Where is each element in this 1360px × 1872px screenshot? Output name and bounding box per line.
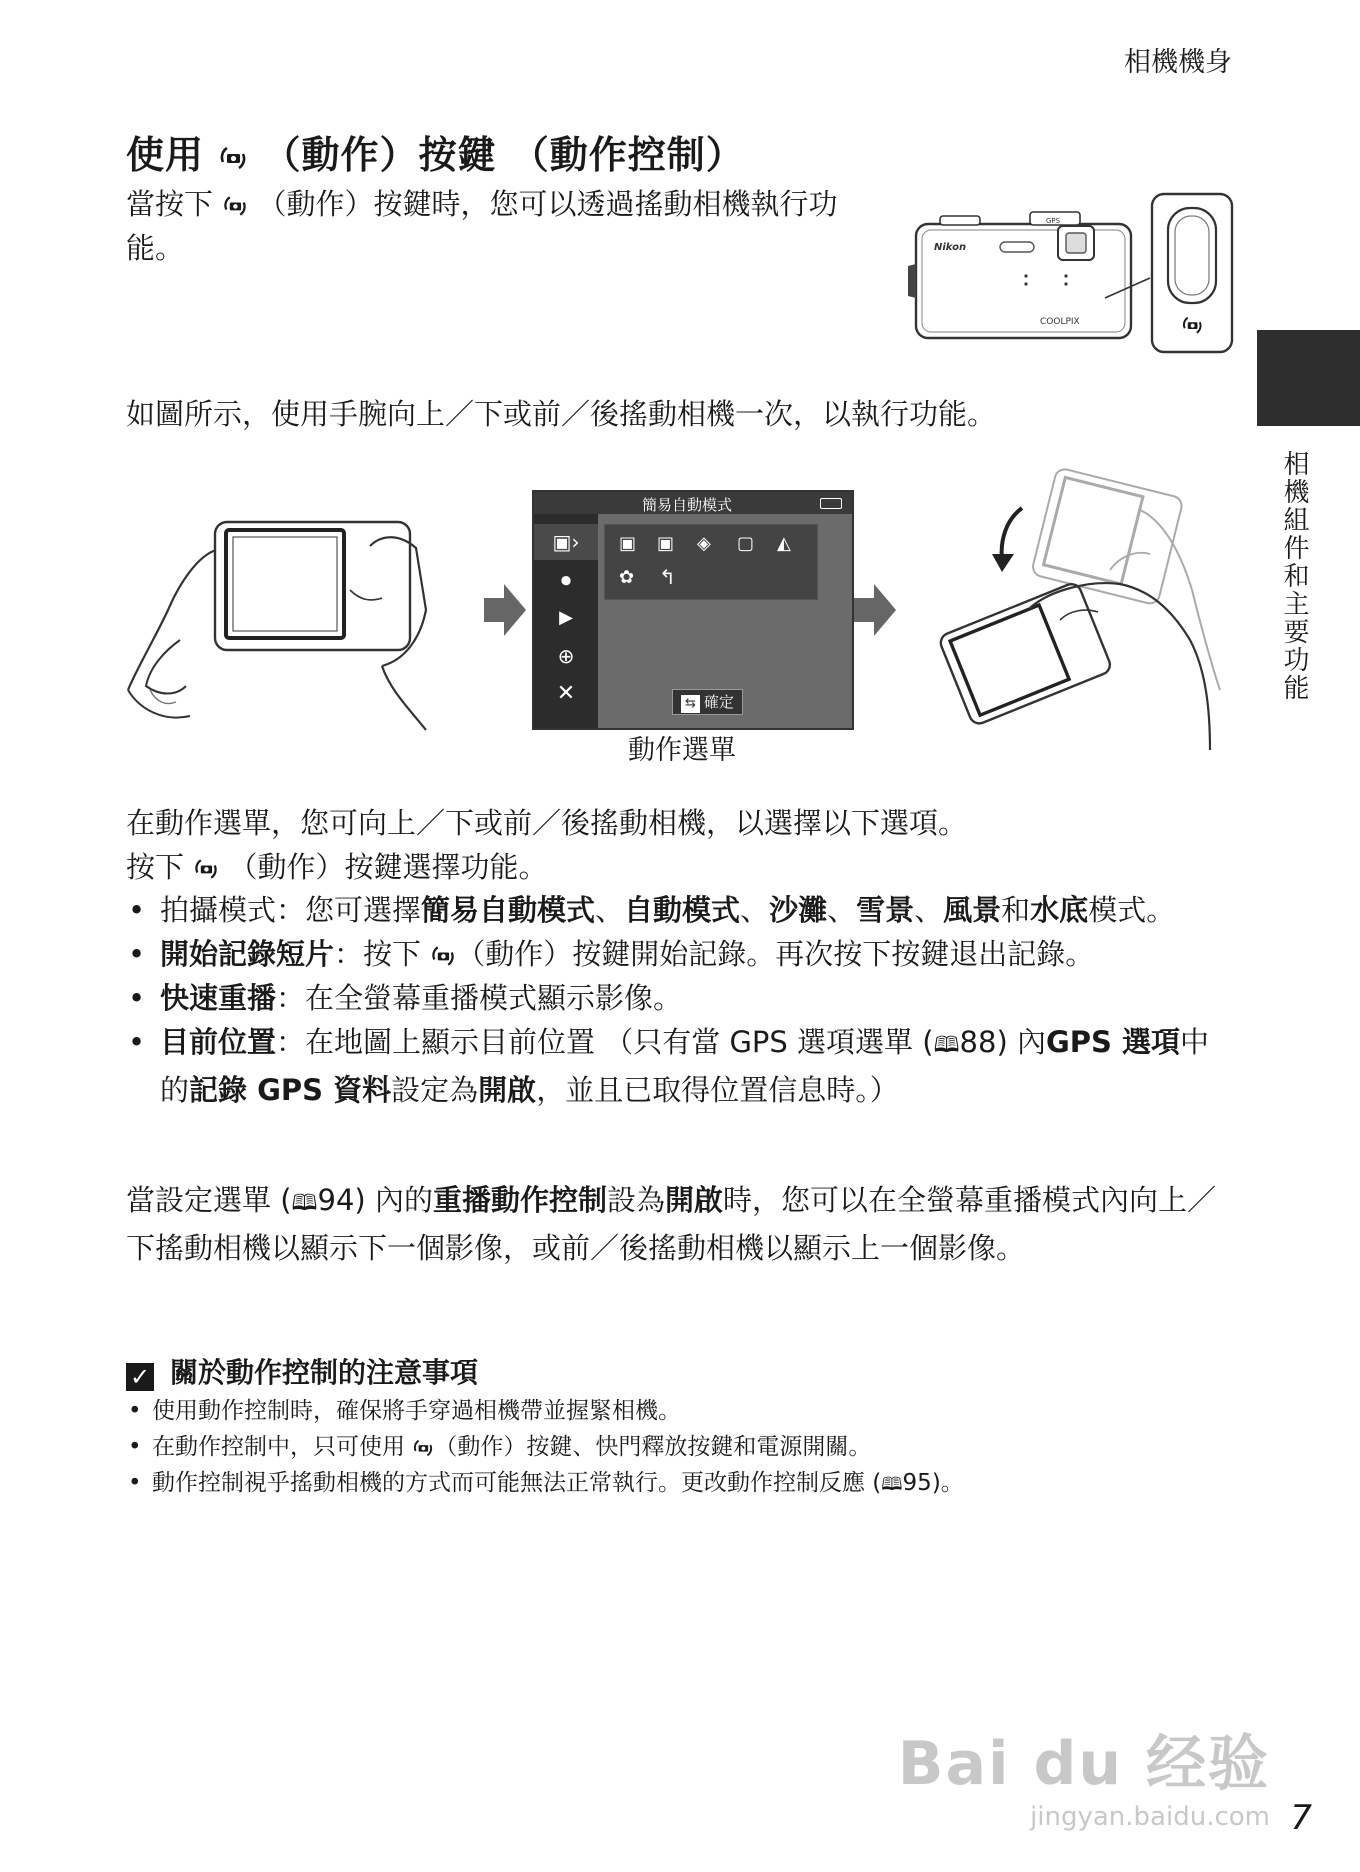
watermark-url: jingyan.baidu.com	[1030, 1802, 1270, 1832]
action-button-icon	[412, 1437, 434, 1459]
menu-intro-line2-post: （動作）按鍵選擇功能。	[228, 850, 548, 884]
menu-caption: 動作選單	[628, 735, 736, 766]
text: （動作）按鍵開始記錄。再次按下按鍵退出記錄。	[456, 937, 1095, 971]
text: 動作控制視乎搖動相機的方式而可能無法正常執行。更改動作控制反應 (	[152, 1470, 882, 1496]
movie-record-icon[interactable]: ⏺	[561, 568, 571, 592]
text: 模式。	[1088, 893, 1176, 927]
list-item	[126, 932, 1236, 976]
close-icon[interactable]: ✕	[556, 681, 576, 706]
text: ：在全螢幕重播模式顯示影像。	[276, 981, 683, 1015]
menu-intro-line2-pre: 按下	[126, 850, 185, 884]
camera-brand: Nikon	[934, 242, 967, 253]
menu-intro-line2	[126, 845, 1246, 889]
text: 、	[595, 893, 625, 927]
shake-instruction: 如圖所示，使用手腕向上／下或前／後搖動相機一次，以執行功能。	[126, 397, 997, 431]
text: 、	[914, 893, 944, 927]
text: 簡易自動模式	[421, 893, 596, 927]
text: ，並且已取得位置信息時。）	[536, 1073, 899, 1107]
menu-intro-line1: 在動作選單，您可向上／下或前／後搖動相機，以選擇以下選項。	[126, 806, 968, 840]
shooting-mode-icon[interactable]: ▣›	[534, 524, 598, 560]
intro-text-post: （動作）按鍵時，您可以透過搖動相機執行功能。	[126, 187, 838, 265]
battery-icon	[820, 498, 842, 509]
action-button-icon	[218, 143, 248, 173]
list-item	[126, 1465, 1236, 1503]
text: 在動作控制中，只可使用	[152, 1434, 405, 1460]
confirm-label: 確定	[703, 693, 734, 711]
text: 記錄 GPS 資料	[189, 1073, 392, 1107]
text: 和	[1001, 893, 1031, 927]
book-icon: 🕮	[881, 1474, 903, 1495]
list-item	[126, 976, 1236, 1020]
sidebar-label: 相機組件和主要功能	[1279, 450, 1309, 702]
text: 開啟	[478, 1073, 537, 1107]
check-icon: ✓	[126, 1363, 154, 1391]
page-ref: 95	[902, 1470, 932, 1496]
gps-label: GPS	[1046, 217, 1061, 225]
text: GPS 選項	[1045, 1025, 1181, 1059]
notes-heading	[126, 1351, 478, 1391]
mode-grid	[604, 524, 818, 600]
location-icon[interactable]: ⊕	[557, 644, 575, 668]
snow-mode-icon[interactable]: ▢	[737, 533, 755, 554]
camera-model: COOLPIX	[1040, 317, 1080, 327]
text: 設為	[606, 1183, 665, 1217]
playback-paragraph	[126, 1178, 1236, 1270]
text: 、	[827, 893, 857, 927]
watermark-logo: Bai du 经验	[897, 1729, 1270, 1799]
menu-title: 簡易自動模式	[642, 496, 733, 514]
text: 沙灘	[769, 893, 828, 927]
text: )。	[931, 1470, 964, 1496]
underwater-mode-icon[interactable]: ✿	[619, 567, 635, 588]
intro-paragraph	[126, 182, 886, 270]
landscape-mode-icon[interactable]: ◭	[777, 533, 791, 554]
arrow-right-icon	[854, 584, 896, 636]
page-ref: 88	[959, 1025, 997, 1059]
text: 中的	[160, 1025, 1210, 1107]
text: 設定為	[391, 1073, 479, 1107]
text: ：按下	[334, 937, 422, 971]
feature-list	[126, 888, 1236, 1112]
arrow-right-icon	[484, 584, 526, 636]
menu-intro	[126, 801, 1246, 889]
playback-icon[interactable]: ▶	[559, 607, 573, 628]
text: 重播動作控制	[432, 1183, 607, 1217]
text: 時，您可以在全螢幕重播模式內向上／下搖動相機以顯示下一個影像，或前／後搖動相機以顯示上一個影像。	[126, 1183, 1217, 1265]
text: 雪景	[856, 893, 915, 927]
text: ：在地圖上顯示目前位置 （只有當 GPS 選項選單 (	[276, 1025, 934, 1059]
text: 拍攝模式：您可選擇	[160, 893, 422, 927]
list-item	[126, 1393, 1236, 1429]
shaking-camera-illustration	[910, 460, 1230, 750]
action-button-icon: ⇆	[681, 695, 700, 713]
text: 開啟	[664, 1183, 723, 1217]
list-item	[126, 1429, 1236, 1465]
text: 水底	[1030, 893, 1089, 927]
list-item	[126, 888, 1236, 932]
text: 自動模式	[624, 893, 741, 927]
text: （動作）按鍵、快門釋放按鍵和電源開關。	[434, 1434, 872, 1460]
text: 當設定選單 (	[126, 1183, 292, 1217]
book-icon: 🕮	[291, 1191, 318, 1216]
action-button-icon	[222, 193, 248, 219]
auto-mode-icon[interactable]: ▣	[657, 533, 675, 554]
notes-title: 關於動作控制的注意事項	[170, 1356, 479, 1389]
easy-auto-mode-icon[interactable]: ▣	[619, 533, 637, 554]
back-icon[interactable]: ↰	[659, 565, 676, 589]
text: 、	[740, 893, 770, 927]
text: ) 內的	[354, 1183, 433, 1217]
title-prefix: 使用	[126, 133, 205, 177]
list-item	[126, 1020, 1236, 1112]
text: 使用動作控制時，確保將手穿過相機帶並握緊相機。	[152, 1398, 681, 1424]
action-button-icon	[193, 856, 219, 882]
intro-text-pre: 當按下	[126, 187, 214, 221]
title-suffix: （動作）按鍵 （動作控制）	[262, 133, 745, 177]
menu-titlebar	[534, 492, 852, 514]
menu-sidebar	[534, 514, 598, 728]
confirm-button[interactable]	[672, 689, 743, 715]
page-ref: 94	[317, 1183, 355, 1217]
section-header: 相機機身	[1124, 47, 1232, 78]
book-icon: 🕮	[933, 1033, 960, 1058]
hands-holding-camera-illustration	[120, 490, 430, 740]
camera-illustration	[900, 186, 1240, 356]
beach-mode-icon[interactable]: ◈	[697, 533, 711, 554]
text: 開始記錄短片	[160, 937, 335, 971]
page-title	[126, 124, 745, 179]
action-button-icon	[430, 943, 456, 969]
text: 快速重播	[160, 981, 277, 1015]
notes-list	[126, 1393, 1236, 1503]
page-number: 7	[1290, 1798, 1312, 1838]
text: ) 內	[996, 1025, 1046, 1059]
action-menu-screen	[532, 490, 854, 730]
text: 風景	[943, 893, 1002, 927]
sidebar-tab	[1257, 330, 1360, 426]
text: 目前位置	[160, 1025, 277, 1059]
